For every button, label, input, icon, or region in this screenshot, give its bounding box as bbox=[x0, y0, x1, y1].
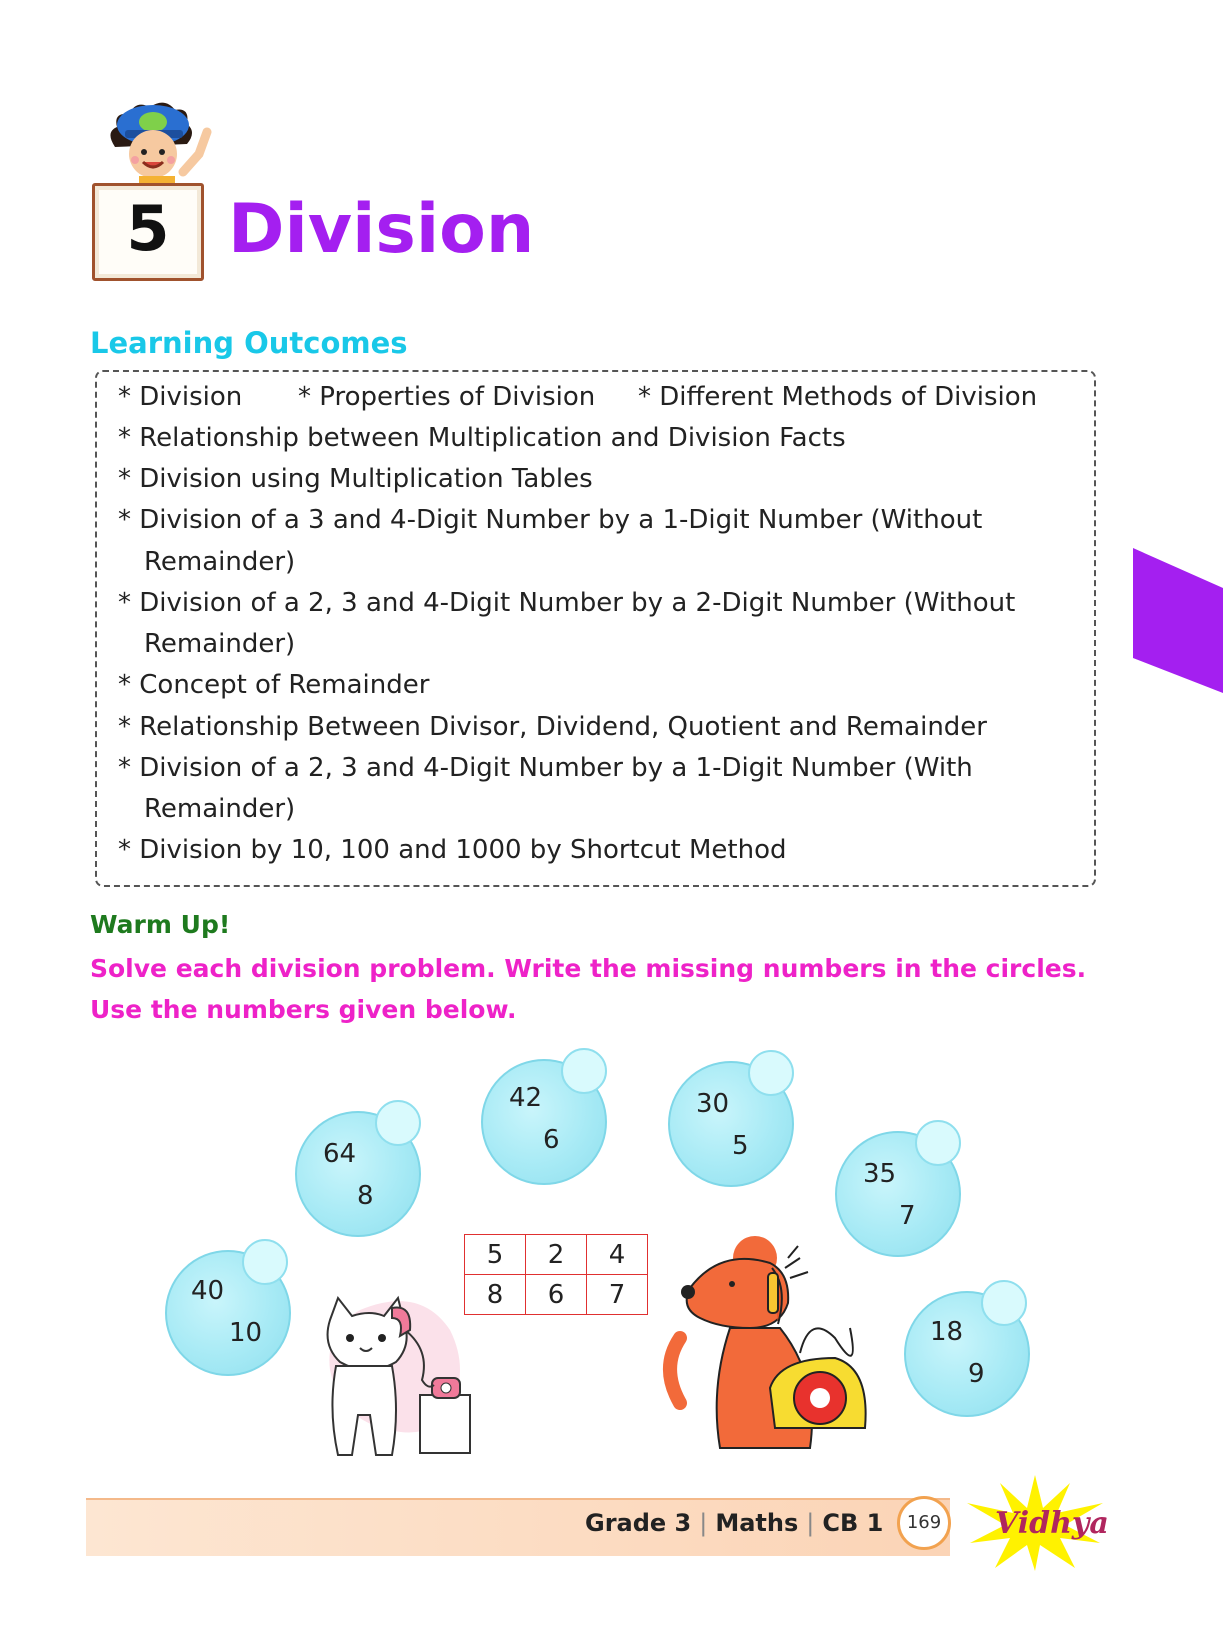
division-bubble bbox=[481, 1059, 607, 1185]
grid-cell: 7 bbox=[587, 1275, 648, 1315]
instruction-line: Use the numbers given below. bbox=[90, 995, 517, 1024]
answer-circle[interactable] bbox=[375, 1100, 421, 1146]
outcome-item: * Division of a 2, 3 and 4-Digit Number by a 2-Digit Number (Without bbox=[118, 588, 1016, 618]
side-chapter-tab bbox=[1133, 548, 1223, 693]
grid-cell: 8 bbox=[465, 1275, 526, 1315]
brand-logo-text: Vidhya bbox=[995, 1506, 1109, 1541]
footer-book: CB 1 bbox=[822, 1509, 884, 1537]
dividend: 35 bbox=[863, 1159, 897, 1189]
dividend: 30 bbox=[696, 1089, 730, 1119]
divisor: 10 bbox=[229, 1318, 263, 1348]
outcome-item: * Different Methods of Division bbox=[638, 382, 1038, 412]
answer-circle[interactable] bbox=[748, 1050, 794, 1096]
instruction-line: Solve each division problem. Write the missing numbers in the circles. bbox=[90, 954, 1087, 983]
page-number: 169 bbox=[897, 1496, 951, 1550]
chapter-number: 5 bbox=[126, 192, 170, 265]
dividend: 40 bbox=[191, 1276, 225, 1306]
cat-on-phone-illustration-icon bbox=[300, 1290, 500, 1480]
dog-on-phone-illustration-icon bbox=[660, 1228, 890, 1468]
footer-subject: Maths bbox=[715, 1509, 799, 1537]
division-bubble bbox=[904, 1291, 1030, 1417]
divisor: 5 bbox=[732, 1131, 749, 1161]
answer-circle[interactable] bbox=[561, 1048, 607, 1094]
grid-cell: 4 bbox=[587, 1235, 648, 1275]
learning-outcomes-heading: Learning Outcomes bbox=[90, 326, 408, 360]
division-bubble bbox=[295, 1111, 421, 1237]
outcome-item: * Concept of Remainder bbox=[118, 670, 430, 700]
division-bubble bbox=[668, 1061, 794, 1187]
division-bubble bbox=[165, 1250, 291, 1376]
outcome-item: * Properties of Division bbox=[298, 382, 596, 412]
divisor: 8 bbox=[357, 1181, 374, 1211]
grid-cell: 2 bbox=[526, 1235, 587, 1275]
outcome-item: * Relationship Between Divisor, Dividend, Quotient and Remainder bbox=[118, 712, 987, 742]
outcome-item: * Division of a 3 and 4-Digit Number by a 1-Digit Number (Without bbox=[118, 505, 983, 535]
outcome-item-continuation: Remainder) bbox=[144, 794, 296, 824]
outcome-item-continuation: Remainder) bbox=[144, 629, 296, 659]
dividend: 42 bbox=[509, 1083, 543, 1113]
grid-cell: 5 bbox=[465, 1235, 526, 1275]
footer-text: Grade 3 | Maths | CB 1 bbox=[585, 1509, 884, 1537]
outcome-item: * Division using Multiplication Tables bbox=[118, 464, 593, 494]
answer-circle[interactable] bbox=[242, 1239, 288, 1285]
answer-circle[interactable] bbox=[981, 1280, 1027, 1326]
warm-up-heading: Warm Up! bbox=[90, 910, 231, 939]
outcome-item: * Division by 10, 100 and 1000 by Shortcut Method bbox=[118, 835, 787, 865]
divisor: 9 bbox=[968, 1359, 985, 1389]
outcome-item: * Relationship between Multiplication and Division Facts bbox=[118, 423, 846, 453]
dividend: 18 bbox=[930, 1317, 964, 1347]
outcome-item-continuation: Remainder) bbox=[144, 547, 296, 577]
outcome-item: * Division of a 2, 3 and 4-Digit Number by a 1-Digit Number (With bbox=[118, 753, 973, 783]
outcome-item: * Division bbox=[118, 382, 243, 412]
answer-circle[interactable] bbox=[915, 1120, 961, 1166]
footer-grade: Grade 3 bbox=[585, 1509, 692, 1537]
dividend: 64 bbox=[323, 1139, 357, 1169]
divisor: 6 bbox=[543, 1125, 560, 1155]
divisor: 7 bbox=[899, 1201, 916, 1231]
grid-cell: 6 bbox=[526, 1275, 587, 1315]
chapter-title: Division bbox=[228, 190, 535, 269]
